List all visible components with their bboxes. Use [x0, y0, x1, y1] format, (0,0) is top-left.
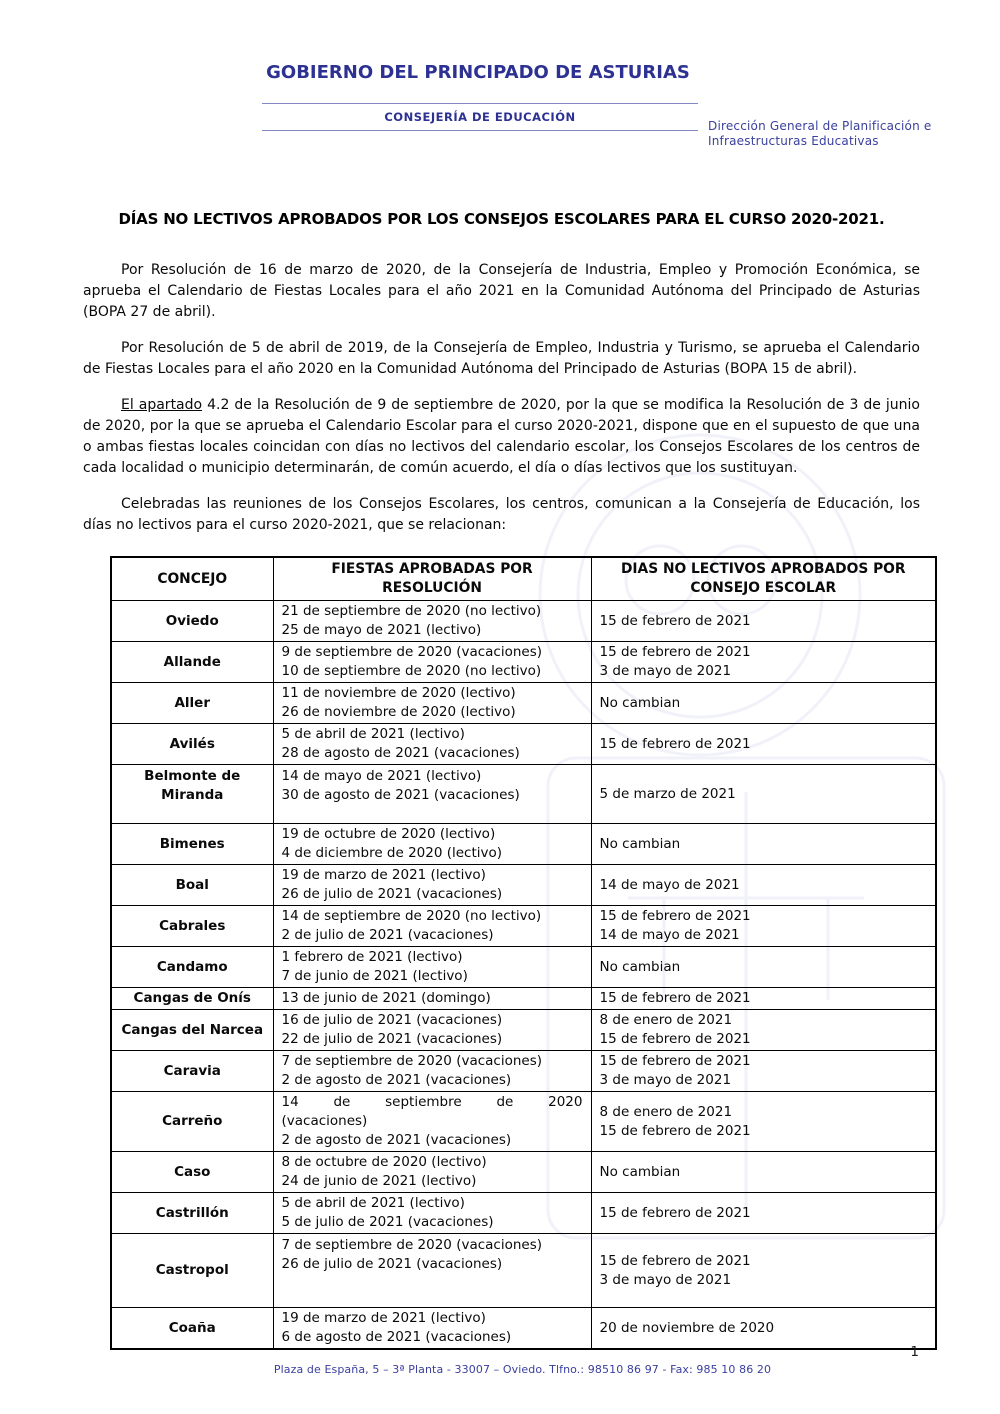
table-row: [111, 1051, 936, 1092]
fiestas-cell-line: 24 de junio de 2021 (lectivo): [281, 1173, 477, 1189]
dias-cell-line: 15 de febrero de 2021: [599, 990, 751, 1006]
fiestas-cell: [273, 683, 591, 724]
table-row: [111, 865, 936, 906]
concejos-table: [110, 556, 937, 1350]
dias-cell-line: No cambian: [599, 835, 681, 852]
dias-cell: [591, 1051, 936, 1092]
concejo-name: Cabrales: [111, 906, 273, 947]
dias-cell: [591, 601, 936, 642]
fiestas-cell: [273, 724, 591, 765]
table-row: [111, 1152, 936, 1193]
fiestas-cell-line: 14 de septiembre de 2020 (no lectivo): [281, 908, 542, 924]
fiestas-cell-line: 9 de septiembre de 2020 (vacaciones): [281, 644, 543, 660]
fiestas-cell: [273, 1010, 591, 1051]
dias-cell: [591, 724, 936, 765]
dias-cell-line: 20 de noviembre de 2020: [599, 1319, 775, 1336]
table-row: [111, 947, 936, 988]
table-row: [111, 601, 936, 642]
paragraph-apartado-lead: El apartado: [121, 397, 203, 413]
table-row: [111, 1092, 936, 1152]
dias-cell-line: 15 de febrero de 2021: [599, 735, 751, 752]
concejos-table-wrapper: [110, 556, 920, 1350]
dias-cell-line: No cambian: [599, 1163, 681, 1180]
fiestas-cell-line: 8 de octubre de 2020 (lectivo): [281, 1154, 487, 1170]
fiestas-cell: [273, 1308, 591, 1350]
dias-cell: [591, 906, 936, 947]
header-dias: DIAS NO LECTIVOS APROBADOS POR CONSEJO ESCOLAR: [591, 557, 936, 601]
dias-cell-line: 15 de febrero de 2021: [599, 1031, 751, 1047]
fiestas-cell-line: 5 de abril de 2021 (lectivo): [281, 1195, 465, 1211]
dias-cell: [591, 988, 936, 1010]
document-content: [0, 210, 1000, 1350]
concejo-name: Boal: [111, 865, 273, 906]
fiestas-cell-line: 19 de marzo de 2021 (lectivo): [281, 1310, 486, 1326]
table-row: [111, 988, 936, 1010]
fiestas-cell: [273, 865, 591, 906]
table-head: [111, 557, 936, 601]
letterhead-direction: Dirección General de Planificación e Infraestructuras Educativas: [708, 119, 932, 148]
letterhead: [0, 0, 1000, 170]
paragraph-apartado-rest: 4.2 de la Resolución de 9 de septiembre de 2020, por la que se modifica la Resolución de 3 de junio de 2020, por la que se aprueba el Calendario Escolar para el curso 2020-2021, dispone que en el supuesto de que una o ambas fiestas locales coincidan con días no lectivos del calendario escolar, los Consejos Escolares de los centros de cada localidad o municipio determinarán, de común acuerdo, el día o días lectivos que los sustituyan.: [83, 397, 920, 476]
dias-cell: [591, 1010, 936, 1051]
fiestas-cell-line: 10 de septiembre de 2020 (no lectivo): [281, 663, 542, 679]
fiestas-cell: [273, 824, 591, 865]
fiestas-cell-line: 5 de julio de 2021 (vacaciones): [281, 1214, 494, 1230]
table-row: [111, 724, 936, 765]
concejo-name: Coaña: [111, 1308, 273, 1350]
fiestas-cell-line: 7 de septiembre de 2020 (vacaciones): [281, 1053, 543, 1069]
table-row: [111, 1234, 936, 1308]
header-row: [111, 557, 936, 601]
footer-address: Plaza de España, 5 – 3ª Planta - 33007 – Oviedo. Tlfno.: 98510 86 97 - Fax: 985 10 86 20: [273, 1363, 772, 1376]
fiestas-cell-line: 26 de julio de 2021 (vacaciones): [281, 1256, 503, 1272]
dias-cell-line: 14 de mayo de 2021: [599, 927, 740, 943]
table-body: [111, 601, 936, 1350]
fiestas-cell-line: 25 de mayo de 2021 (lectivo): [281, 622, 482, 638]
dias-cell-line: 3 de mayo de 2021: [599, 1072, 732, 1088]
dias-cell-line: 5 de marzo de 2021: [599, 785, 736, 802]
concejo-name: Castrillón: [111, 1193, 273, 1234]
dias-cell: [591, 1308, 936, 1350]
concejo-name: Oviedo: [111, 601, 273, 642]
letterhead-department: CONSEJERÍA DE EDUCACIÓN: [384, 110, 576, 124]
dias-cell-line: No cambian: [599, 958, 681, 975]
fiestas-cell-line: 28 de agosto de 2021 (vacaciones): [281, 745, 520, 761]
fiestas-cell: [273, 1152, 591, 1193]
fiestas-cell: [273, 601, 591, 642]
concejo-name: Castropol: [111, 1234, 273, 1308]
concejo-name: Bimenes: [111, 824, 273, 865]
dias-cell-line: 8 de enero de 2021: [599, 1012, 733, 1028]
dias-cell-line: 14 de mayo de 2021: [599, 876, 740, 893]
paragraph-celebradas: Celebradas las reuniones de los Consejos Escolares, los centros, comunican a la Consejería de Educación, los días no lectivos para el curso 2020-2021, que se relacionan:: [83, 496, 920, 533]
fiestas-cell: [273, 988, 591, 1010]
fiestas-cell-line: 5 de abril de 2021 (lectivo): [281, 726, 465, 742]
dias-cell-line: 15 de febrero de 2021: [599, 612, 751, 629]
paragraph-resolucion-2019: Por Resolución de 5 de abril de 2019, de la Consejería de Empleo, Industria y Turismo, se aprueba el Calendario de Fiestas Locales para el año 2020 en la Comunidad Autónoma del Principado de Asturias (BOPA 15 de abril).: [83, 340, 920, 377]
fiestas-cell-line: 19 de marzo de 2021 (lectivo): [281, 867, 486, 883]
concejo-name: Avilés: [111, 724, 273, 765]
fiestas-cell-line: 11 de noviembre de 2020 (lectivo): [281, 685, 516, 701]
page-number: 1: [910, 1344, 919, 1360]
fiestas-cell-line: 16 de julio de 2021 (vacaciones): [281, 1012, 503, 1028]
fiestas-cell: [273, 1051, 591, 1092]
dias-cell-line: 3 de mayo de 2021: [599, 663, 732, 679]
fiestas-cell: [273, 1092, 591, 1152]
paragraph-resolucion-2020: Por Resolución de 16 de marzo de 2020, de la Consejería de Industria, Empleo y Promoción Económica, se aprueba el Calendario de Fiestas Locales para el año 2021 en la Comunidad Autónoma del Principado de Asturias (BOPA 27 de abril).: [83, 262, 920, 320]
table-row: [111, 1010, 936, 1051]
fiestas-cell-line: 19 de octubre de 2020 (lectivo): [281, 826, 496, 842]
header-fiestas: FIESTAS APROBADAS POR RESOLUCIÓN: [273, 557, 591, 601]
fiestas-cell-line: 7 de junio de 2021 (lectivo): [281, 968, 468, 984]
fiestas-cell-line: 22 de julio de 2021 (vacaciones): [281, 1031, 503, 1047]
fiestas-cell-line: 1 febrero de 2021 (lectivo): [281, 949, 463, 965]
letterhead-rule-bottom: [262, 130, 698, 131]
dias-cell: [591, 947, 936, 988]
dias-cell: [591, 865, 936, 906]
dias-cell: [591, 1234, 936, 1308]
dias-cell-line: 15 de febrero de 2021: [599, 1204, 751, 1221]
fiestas-cell-line: 14 de mayo de 2021 (lectivo): [281, 768, 482, 784]
dias-cell-line: 8 de enero de 2021: [599, 1103, 733, 1120]
table-row: [111, 906, 936, 947]
dias-cell: [591, 1152, 936, 1193]
fiestas-cell-line: 26 de noviembre de 2020 (lectivo): [281, 704, 516, 720]
document-title: DÍAS NO LECTIVOS APROBADOS POR LOS CONSEJOS ESCOLARES PARA EL CURSO 2020-2021.: [118, 210, 885, 228]
fiestas-cell-line: 2 de agosto de 2021 (vacaciones): [281, 1072, 512, 1088]
dias-cell: [591, 1193, 936, 1234]
fiestas-cell-line: 13 de junio de 2021 (domingo): [281, 990, 491, 1006]
concejo-name: Cangas de Onís: [111, 988, 273, 1010]
paragraph-apartado: [83, 395, 920, 479]
fiestas-cell-line: 6 de agosto de 2021 (vacaciones): [281, 1329, 512, 1345]
concejo-name: Allande: [111, 642, 273, 683]
table-row: [111, 824, 936, 865]
dias-cell-line: 15 de febrero de 2021: [599, 1122, 751, 1139]
fiestas-cell-line: 4 de diciembre de 2020 (lectivo): [281, 845, 503, 861]
dias-cell: [591, 1092, 936, 1152]
fiestas-cell: [273, 765, 591, 824]
fiestas-cell-line: 14 de septiembre de 2020: [281, 1094, 583, 1110]
dias-cell-line: 15 de febrero de 2021: [599, 644, 751, 660]
fiestas-cell: [273, 947, 591, 988]
concejo-name: Carreño: [111, 1092, 273, 1152]
dias-cell: [591, 642, 936, 683]
fiestas-cell-line: 26 de julio de 2021 (vacaciones): [281, 886, 503, 902]
dias-cell: [591, 683, 936, 724]
concejo-name: Belmonte de Miranda: [111, 765, 273, 824]
concejo-name: Caso: [111, 1152, 273, 1193]
header-concejo: CONCEJO: [111, 557, 273, 601]
dias-cell: [591, 765, 936, 824]
dias-cell-line: 3 de mayo de 2021: [599, 1271, 732, 1288]
table-row: [111, 765, 936, 824]
dias-cell-line: 15 de febrero de 2021: [599, 908, 751, 924]
fiestas-cell-line: 30 de agosto de 2021 (vacaciones): [281, 787, 520, 803]
table-row: [111, 683, 936, 724]
table-row: [111, 1193, 936, 1234]
table-row: [111, 1308, 936, 1350]
fiestas-cell: [273, 642, 591, 683]
concejo-name: Cangas del Narcea: [111, 1010, 273, 1051]
fiestas-cell: [273, 906, 591, 947]
dias-cell-line: 15 de febrero de 2021: [599, 1252, 751, 1269]
dias-cell: [591, 824, 936, 865]
fiestas-cell-line: 2 de agosto de 2021 (vacaciones): [281, 1132, 512, 1148]
fiestas-cell: [273, 1193, 591, 1234]
fiestas-cell-line: (vacaciones): [281, 1113, 368, 1129]
concejo-name: Candamo: [111, 947, 273, 988]
concejo-name: Aller: [111, 683, 273, 724]
fiestas-cell: [273, 1234, 591, 1308]
dias-cell-line: No cambian: [599, 694, 681, 711]
table-row: [111, 642, 936, 683]
letterhead-rule-top: [262, 103, 698, 104]
letterhead-government: GOBIERNO DEL PRINCIPADO DE ASTURIAS: [266, 62, 690, 83]
fiestas-cell-line: 2 de julio de 2021 (vacaciones): [281, 927, 494, 943]
fiestas-cell-line: 21 de septiembre de 2020 (no lectivo): [281, 603, 542, 619]
concejo-name: Caravia: [111, 1051, 273, 1092]
fiestas-cell-line: 7 de septiembre de 2020 (vacaciones): [281, 1237, 543, 1253]
dias-cell-line: 15 de febrero de 2021: [599, 1053, 751, 1069]
